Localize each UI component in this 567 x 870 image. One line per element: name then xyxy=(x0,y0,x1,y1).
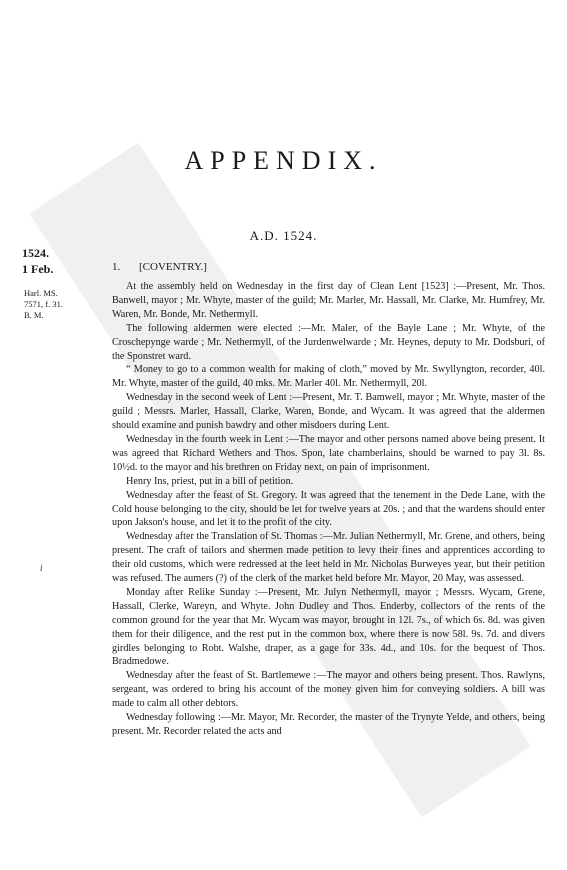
page-title: APPENDIX. xyxy=(184,146,383,175)
paragraph: Wednesday after the feast of St. Bartlemewe :—The mayor and others being present. Thos. Rawlyns, sergeant, was ordered to bring his account of the money given him for conveying soldiers. A bill was made to calm all other debtors. xyxy=(112,670,545,710)
margin-ref-line: B. M. xyxy=(24,310,44,320)
entry-number: 1. xyxy=(112,261,121,273)
entry-body xyxy=(112,280,545,739)
paragraph: Wednesday following :—Mr. Mayor, Mr. Recorder, the master of the Trynyte Yelde, and others, being present. Mr. Recorder related the acts and xyxy=(112,712,545,737)
margin-ref-line: Harl. MS. xyxy=(24,288,58,298)
margin-year: 1524. xyxy=(22,246,49,260)
margin-mark: i xyxy=(40,563,43,573)
paragraph: The following aldermen were elected :—Mr. Maler, of the Bayle Lane ; Mr. Whyte, of the Croschepynge warde ; Mr. Nethermyll, of the Jurdenwelwarde ; Mr. Heynes, deputy to Mr. Dodsburi, of the Sponstret ward. xyxy=(112,322,545,362)
margin-date: 1 Feb. xyxy=(22,262,54,276)
paragraph: Wednesday in the fourth week in Lent :—The mayor and other persons named above being present. It was agreed that Richard Wethers and Thos. Spon, late chamberlains, should be warned to pay 3l. 8s. 10½d. to the mayor and his brethren on Friday next, on pain of imprisonment. xyxy=(112,433,545,473)
section-year: A.D. 1524. xyxy=(249,228,318,243)
paragraph: Wednesday after the Translation of St. Thomas :—Mr. Julian Nethermyll, Mr. Grene, and others, being present. The craft of tailors and shermen made petition to levy their fines and apprentices according to their old customs, which were redressed at the leet held in Mr. Nicholas Burweyes year, but their petition was refused. The aumers (?) of the clerk of the market held before Mr. Mayor, 20 May, was assessed. xyxy=(112,531,545,585)
paragraph: “ Money to go to a common wealth for making of cloth,” moved by Mr. Swyllyngton, recorder, 40l. Mr. Whyte, master of the guild, 40 mks. Mr. Marler 40l. Mr. Nethermyll, 20l. xyxy=(112,364,545,390)
paragraph: Wednesday in the second week of Lent :—Present, Mr. T. Bamwell, mayor ; Mr. Whyte, master of the guild ; Messrs. Marler, Hassall, Clarke, Waren, Bonde, and Wycam. It was agreed that the aldermen should examine and punish bawdry and other misdoers during Lent. xyxy=(112,392,545,432)
margin-ref-line: 7571, f. 31. xyxy=(24,299,63,309)
paragraph: Henry Ins, priest, put in a bill of petition. xyxy=(126,475,294,487)
margin-reference xyxy=(24,288,63,321)
paragraph: Monday after Relike Sunday :—Present, Mr. Julyn Nethermyll, mayor ; Messrs. Wycam, Grene, Hassall, Clerke, Wareyn, and Whyte. John Dudley and Thos. Enderby, collectors of the rents of the common ground for the year that Mr. Wycam was mayor, brought in 12l. 7s., of which 6s. 8d. was given them for their diligence, and the rest put in the common box, where there is now 58l. 9s. 7d. and divers girdles belonging to Robt. Walshe, draper, as a gage for 33s. 4d., and 10s. for the bequest of Thos. Bradmedowe. xyxy=(112,586,545,668)
entry-heading: [COVENTRY.] xyxy=(139,261,207,273)
paragraph: Wednesday after the feast of St. Gregory. It was agreed that the tenement in the Dede Lane, with the Cold house belonging to the city, should be let for twelve years at 20s. ; and that the wardens should enter upon Jakson's house, and let it to the profit of the city. xyxy=(112,489,545,529)
paragraph: At the assembly held on Wednesday in the first day of Clean Lent [1523] :—Present, Mr. Thos. Banwell, mayor ; Mr. Whyte, master of the guild; Mr. Marler, Mr. Hassall, Mr. Clarke, Mr. Humfrey, Mr. Waren, Mr. Bonde, Mr. Nethermyll. xyxy=(112,281,545,320)
